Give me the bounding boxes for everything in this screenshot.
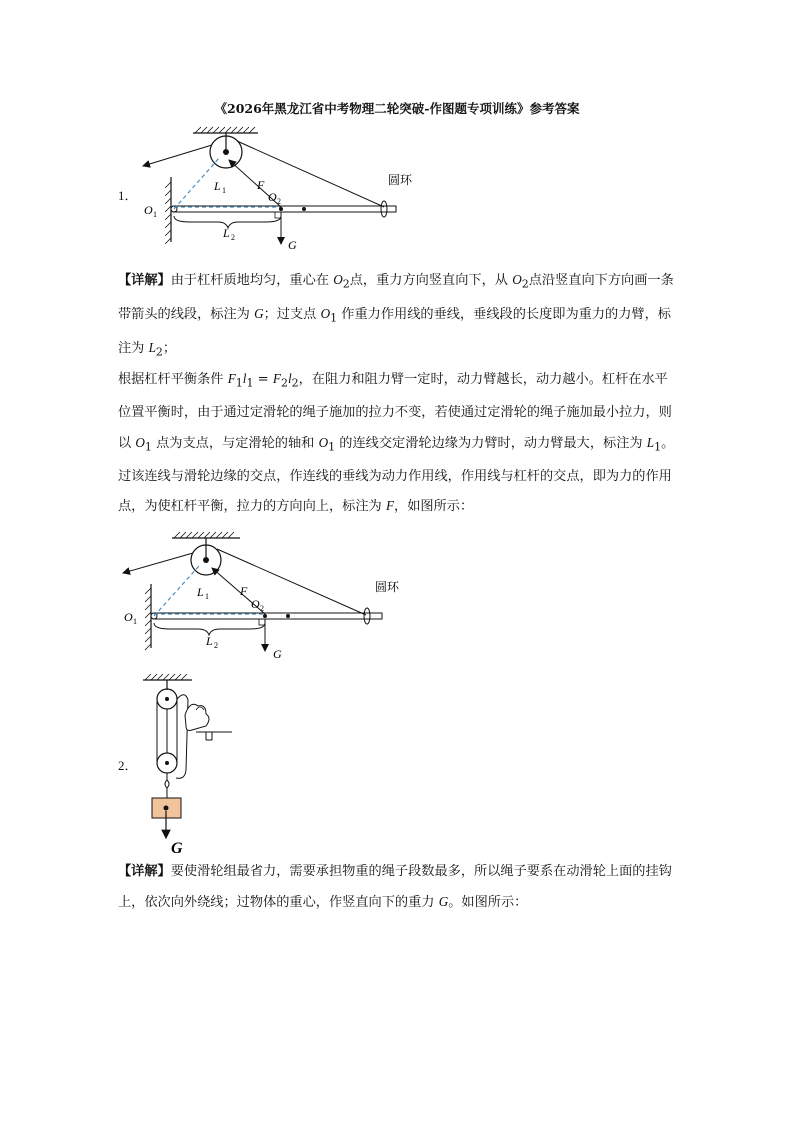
- question-2-number: 2．: [118, 758, 138, 773]
- label-g: G: [288, 238, 297, 252]
- label-l1-sub: 1: [205, 592, 209, 601]
- label-l1: L: [197, 585, 204, 599]
- label-l1-sub: 1: [222, 186, 226, 195]
- label-o2-sub: 2: [277, 197, 281, 206]
- label-ring: 圆环: [375, 580, 400, 594]
- label-g: G: [171, 840, 183, 857]
- q2-explanation: 【详解】要使滑轮组最省力，需要承担物重的绳子段数最多，所以绳子要系在动滑轮上面的挂钩上，依次向外绕线；过物体的重心，作竖直向下的重力 G。如图所示：: [118, 864, 672, 910]
- label-o2: O: [268, 190, 277, 204]
- label-l2: L: [206, 634, 213, 648]
- label-l2-sub: 2: [214, 641, 218, 650]
- pulley-block-figure: [0, 670, 794, 860]
- label-o1-sub: 1: [133, 617, 137, 626]
- detail-tag: 【详解】: [118, 864, 171, 879]
- q1-explanation-2: 根据杠杆平衡条件 $F_1l_1 = F_2l_2$，在阻力和阻力臂一定时，动力臂越长，动力越小。杠杆在水平位置平衡时，由于通过定滑轮的绳子施加的拉力不变，若使通过定滑轮的绳子施加最小拉力，则以 $O_1$ 点为支点，与定滑轮的轴和 $O_1$ 的连线交定滑轮边缘为力臂时，动力臂最大，标注为 $L_1$。过该连线与滑轮边缘的交点，作连线的垂线为动力作用线，作用线与杠杆的交点，即为力的作用点，为使杠杆平衡，拉力的方向向上，标注为 F，如图所示：: [118, 371, 675, 515]
- page-title: 《2026年黑龙江省中考物理二轮突破-作图题专项训练》参考答案: [214, 101, 580, 116]
- label-l2: L: [223, 226, 230, 240]
- question-1-number: 1．: [118, 188, 138, 203]
- label-o1-sub: 1: [153, 210, 157, 219]
- q1-explanation-1: 【详解】由于杠杆质地均匀，重心在 $O_2$点，重力方向竖直向下，从 $O_2$点沿竖直向下方向画一条带箭头的线段，标注为 G；过支点 $O_1$ 作重力作用线的垂线，垂线段的长度即为重力的力臂，标注为 $L_2$；: [118, 272, 674, 359]
- label-o2: O: [251, 597, 260, 611]
- label-o2-sub: 2: [260, 604, 264, 613]
- lever-pulley-figure-1: [0, 0, 794, 260]
- detail-tag: 【详解】: [118, 273, 171, 288]
- label-ring: 圆环: [388, 173, 413, 187]
- label-g: G: [273, 647, 282, 661]
- label-f: F: [257, 178, 265, 192]
- label-l1: L: [214, 179, 221, 193]
- label-o1: O: [124, 610, 133, 624]
- label-f: F: [240, 584, 248, 598]
- label-l2-sub: 2: [231, 233, 235, 242]
- label-o1: O: [144, 203, 153, 217]
